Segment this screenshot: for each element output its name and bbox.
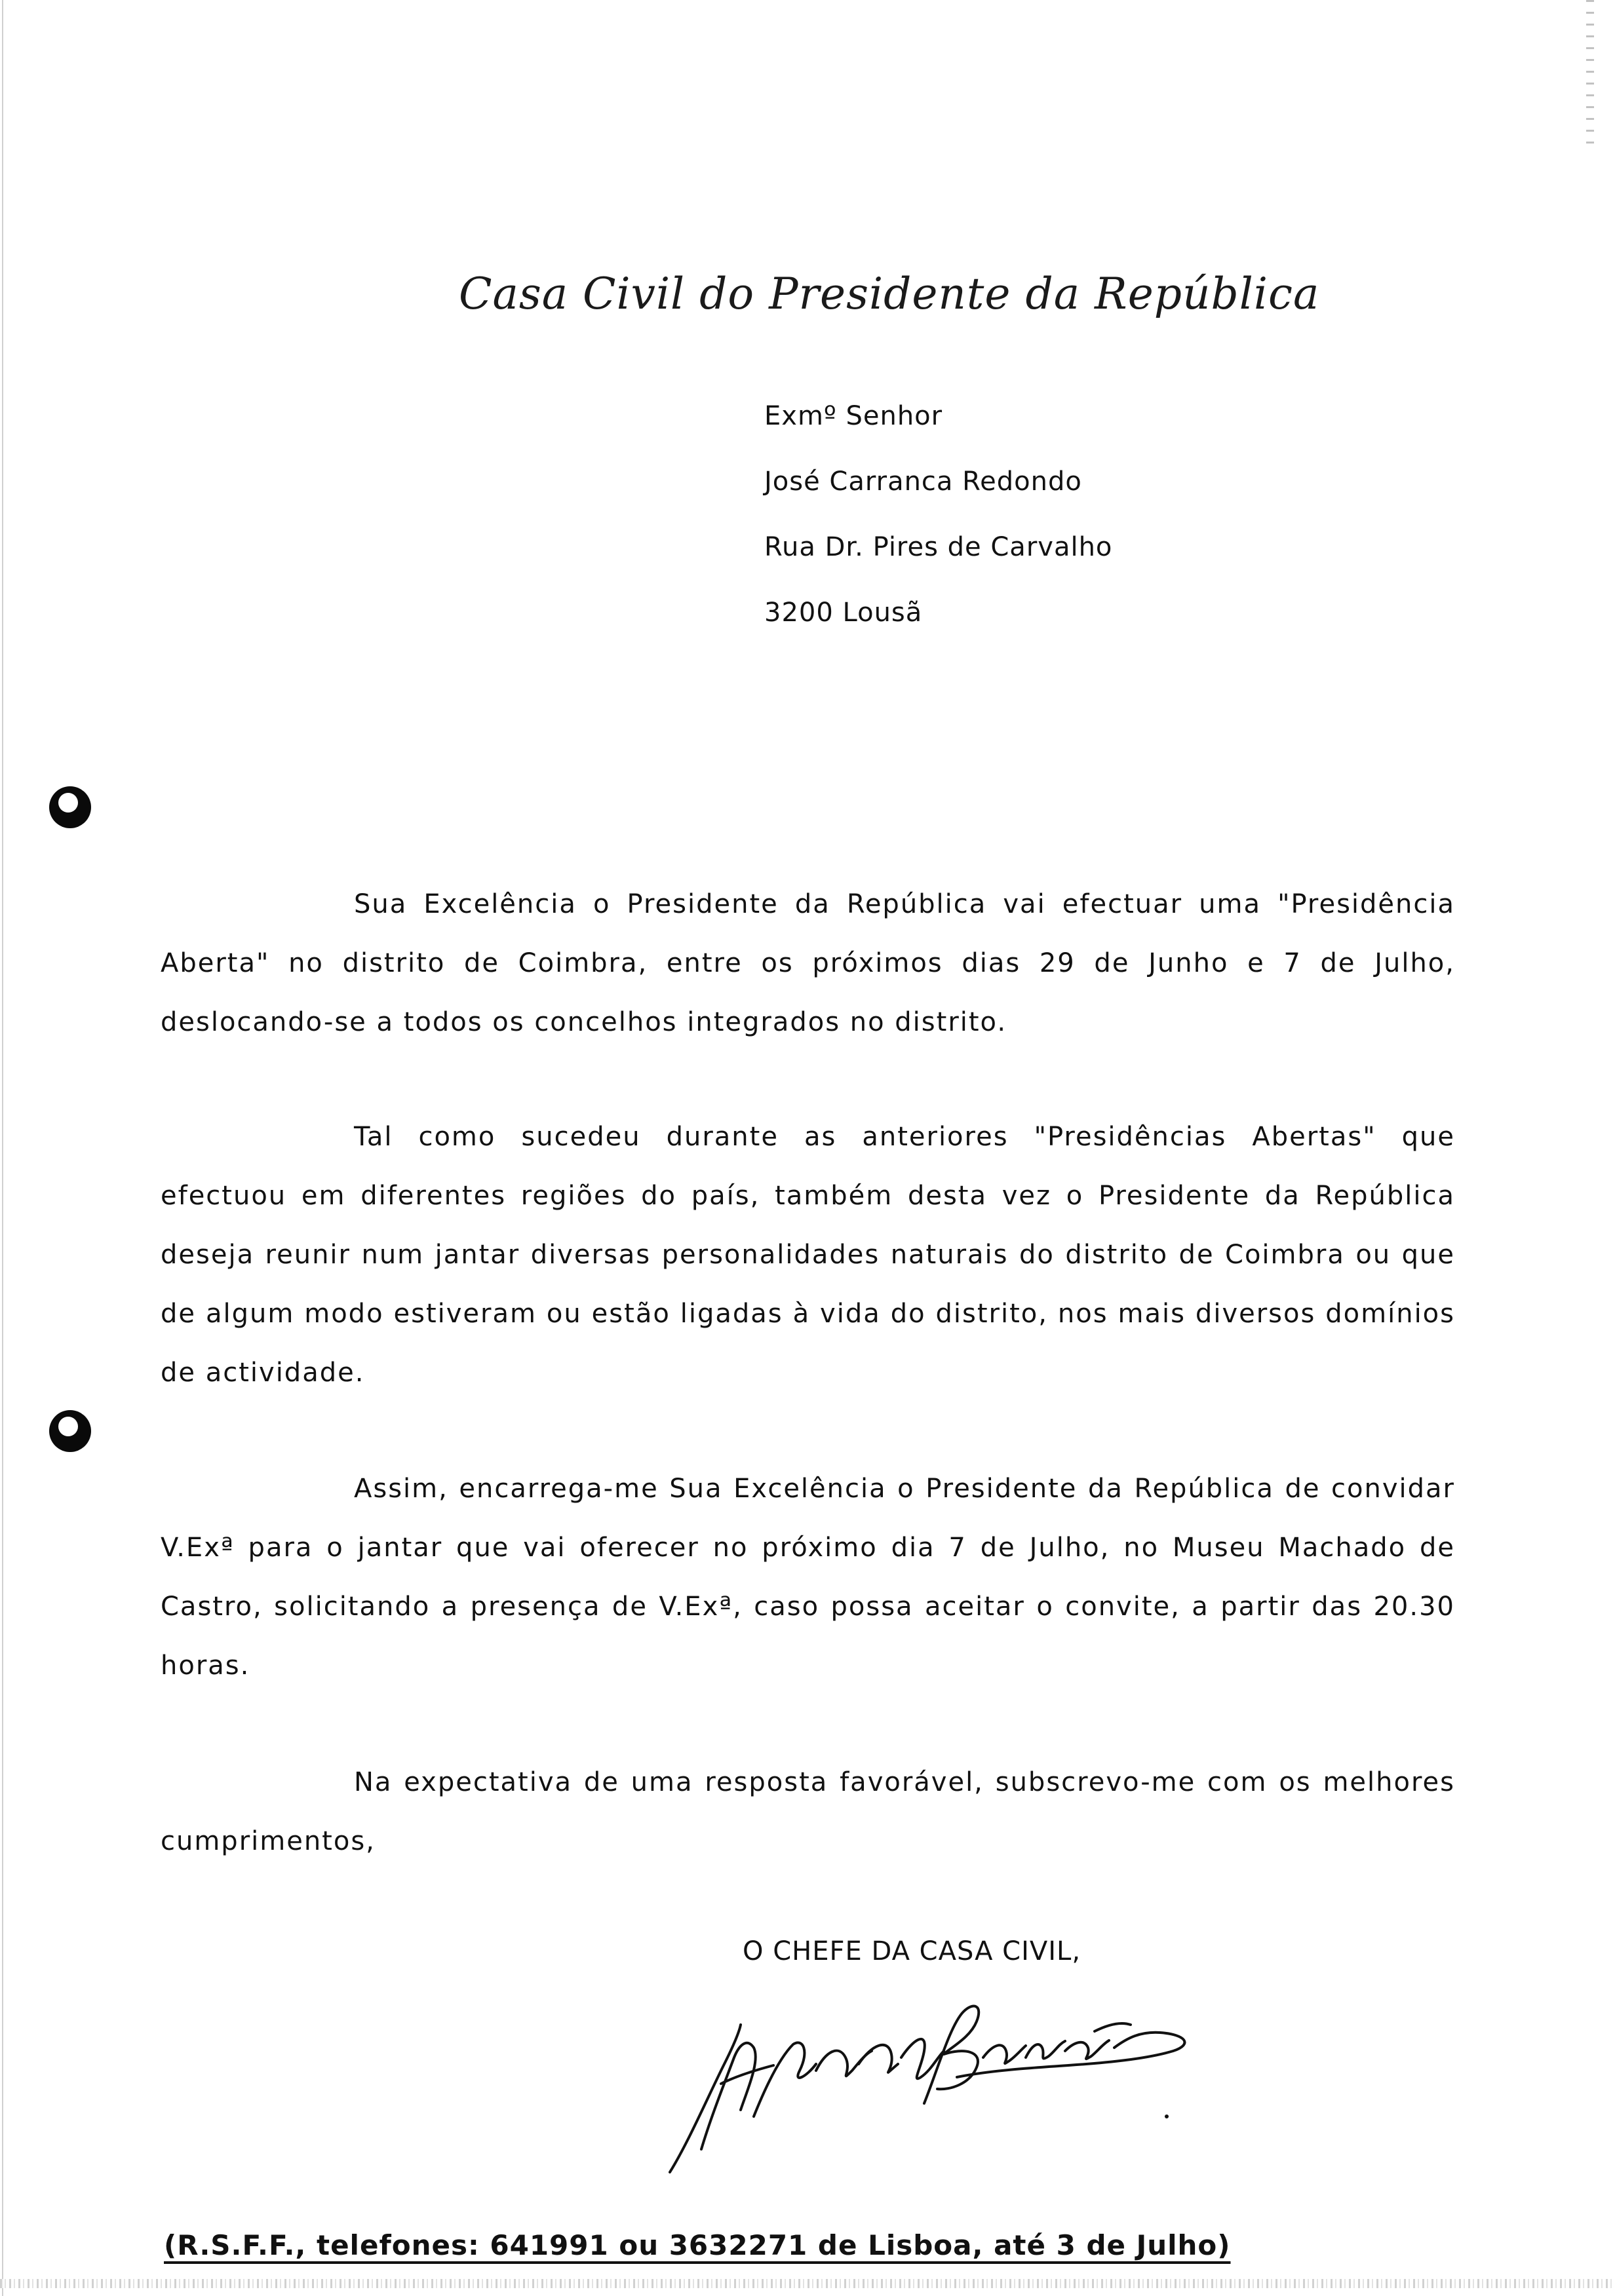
recipient-name: José Carranca Redondo	[764, 467, 1082, 497]
letterhead-title: Casa Civil do Presidente da República	[459, 269, 1320, 319]
body-paragraph: Tal como sucedeu durante as anteriores "Presidências Abertas" que efectuou em diferentes regiões do país, também desta vez o Presidente da República deseja reunir num jantar diversas personalidades naturais do distrito de Coimbra ou que de algum modo estiveram ou estão ligadas à vida do distrito, nos mais diversos domínios de actividade.	[161, 1122, 1455, 1388]
handwritten-signature	[662, 1985, 1199, 2175]
recipient-street: Rua Dr. Pires de Carvalho	[764, 532, 1113, 562]
body-paragraph: Assim, encarrega-me Sua Excelência o Presidente da República de convidar V.Exª para o jantar que vai oferecer no próximo dia 7 de Julho, no Museu Machado de Castro, solicitando a presença de V.Exª, caso possa aceitar o convite, a partir das 20.30 horas.	[161, 1474, 1455, 1681]
recipient-salutation: Exmº Senhor	[764, 401, 943, 431]
recipient-city: 3200 Lousã	[764, 598, 923, 628]
closing-title: O CHEFE DA CASA CIVIL,	[743, 1936, 1081, 1966]
binder-hole-icon	[49, 1410, 91, 1452]
scan-edge	[2, 0, 3, 2296]
body-paragraph: Na expectativa de uma resposta favorável, subscrevo-me com os melhores cumprimentos,	[161, 1767, 1455, 1856]
footer-note: (R.S.F.F., telefones: 641991 ou 3632271 de Lisboa, até 3 de Julho)	[164, 2229, 1231, 2261]
binder-hole-icon	[49, 786, 91, 828]
body-paragraph: Sua Excelência o Presidente da República vai efectuar uma "Presidência Aberta" no distrito de Coimbra, entre os próximos dias 29 de Junho e 7 de Julho, deslocando-se a todos os concelhos integrados no distrito.	[161, 889, 1455, 1037]
recipient-address	[764, 383, 1112, 645]
scan-noise	[1586, 0, 1594, 144]
scan-noise	[0, 2279, 1615, 2288]
